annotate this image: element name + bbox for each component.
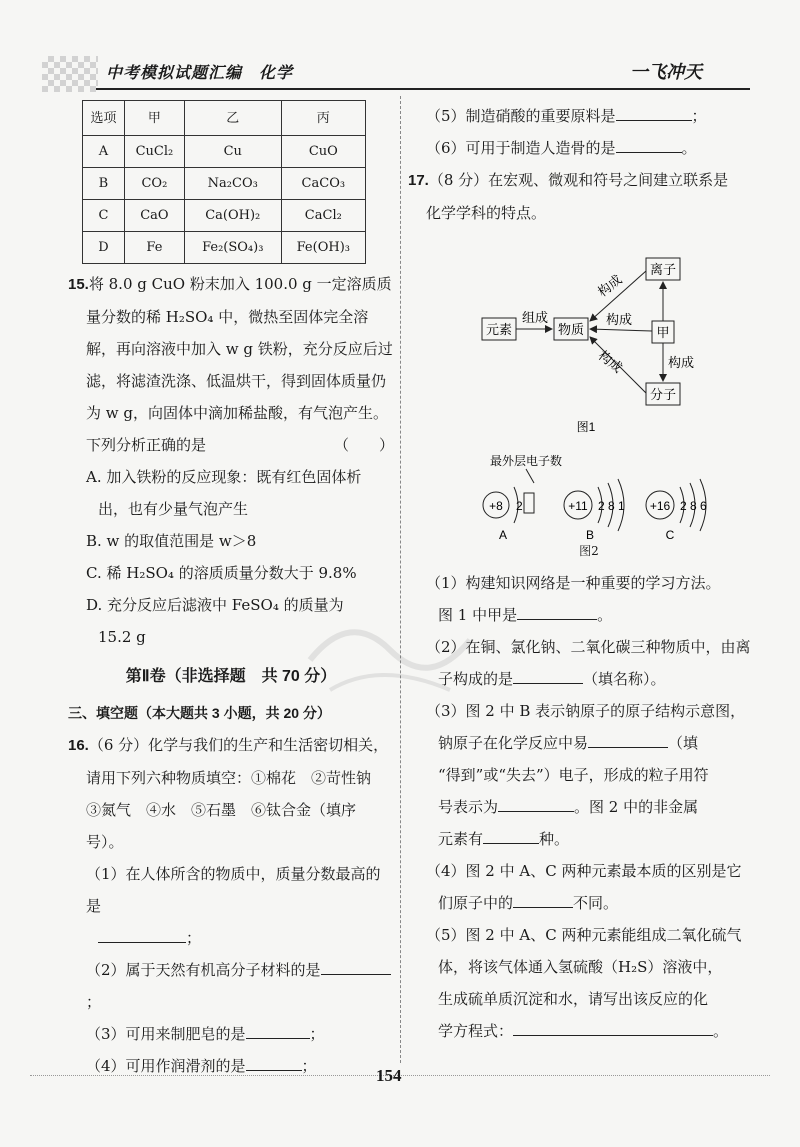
q15-option-d: D. 充分反应后滤液中 FeSO₄ 的质量为 xyxy=(86,596,344,614)
q16-item-3-text: （3）可用来制肥皂的是 xyxy=(86,1025,246,1043)
q16-period: 。 xyxy=(681,139,697,157)
page-header xyxy=(0,0,800,96)
answer-blank[interactable] xyxy=(98,924,186,943)
q15-number: 15. xyxy=(68,276,89,293)
q15-line: 滤，将滤渣洗涤、低温烘干，得到固体质量仍 xyxy=(86,372,387,390)
q16-item-4 xyxy=(68,1050,394,1082)
q17-text: 种。 xyxy=(539,830,570,848)
answer-blank[interactable] xyxy=(513,665,583,684)
answer-blank[interactable] xyxy=(246,1020,310,1039)
table-header-cell: 选项 xyxy=(83,101,125,136)
q17-item-5: （5）图 2 中 A、C 两种元素能组成二氧化硫气 xyxy=(426,926,742,944)
section-three-title: 三、填空题（本大题共 3 小题，共 20 分） xyxy=(68,705,331,721)
q16-text: （6 分）化学与我们的生产和生活密切相关， xyxy=(88,736,389,754)
table-cell: Fe₂(SO₄)₃ xyxy=(184,232,281,264)
right-column xyxy=(408,100,770,1047)
q17-item-1: （1）构建知识网络是一种重要的学习方法。 xyxy=(426,574,721,592)
q17-text: 们原子中的 xyxy=(438,894,514,912)
q15-option-b: B. w 的取值范围是 w＞8 xyxy=(86,532,257,550)
arrow-jia xyxy=(590,329,652,331)
q16-item-1: （1）在人体所含的物质中，质量分数最高的是 xyxy=(86,865,381,915)
q16-item-4-text: （4）可用作润滑剂的是 xyxy=(86,1057,246,1075)
page-number: 154 xyxy=(376,1066,402,1085)
q16-item-5-text: （5）制造硝酸的重要原料是 xyxy=(426,107,616,125)
box-jia xyxy=(652,321,674,343)
q17-item-5-line: 体，将该气体通入氢硫酸（H₂S）溶液中， xyxy=(438,958,723,976)
electron-label: 2 xyxy=(516,499,523,513)
q17-text: （8 分）在宏观、微观和符号之间建立联系是 xyxy=(428,171,729,189)
part-two-title: 第Ⅱ卷（非选择题 共 70 分） xyxy=(125,668,337,685)
box-molecule xyxy=(646,383,680,405)
atom-c xyxy=(646,479,707,542)
q16-line xyxy=(68,729,394,762)
label-pointer xyxy=(526,469,534,483)
q16-item-5 xyxy=(408,100,770,132)
box-substance xyxy=(554,318,588,340)
q15-option-d-cont: 15.2 g xyxy=(98,628,146,646)
header-checker-decoration xyxy=(42,56,98,92)
q16-semicolon: ； xyxy=(309,1025,325,1043)
q17-item-2-answer xyxy=(408,663,770,695)
figure2-caption: 图2 xyxy=(579,544,599,558)
q15-option-a: A. 加入铁粉的反应现象：既有红色固体析 xyxy=(86,468,362,486)
table-header-row xyxy=(83,101,366,136)
label-ion: 构成 xyxy=(594,271,625,300)
atom-tag: B xyxy=(585,528,595,542)
label-molecule: 构成 xyxy=(595,347,626,376)
q15-prompt: 下列分析正确的是 xyxy=(86,436,207,454)
q16-line: 号）。 xyxy=(86,833,124,851)
table-cell: Na₂CO₃ xyxy=(184,168,281,200)
table-header-cell: 甲 xyxy=(124,101,184,136)
table-cell: Cu xyxy=(184,136,281,168)
question-16 xyxy=(68,729,394,1082)
q17-period: 。 xyxy=(597,606,613,624)
box-substance-label: 物质 xyxy=(557,322,585,337)
atom-b xyxy=(564,479,625,542)
table-row xyxy=(83,200,366,232)
q16-semicolon: ； xyxy=(86,993,102,1011)
q15-line xyxy=(68,429,394,461)
q15-option-a-cont: 出，也有少量气泡产生 xyxy=(98,500,249,518)
question-17 xyxy=(408,164,770,1047)
answer-blank[interactable] xyxy=(498,793,574,812)
atom-tag: A xyxy=(498,528,508,542)
q15-line: 解，再向溶液中加入 w g 铁粉，充分反应后过 xyxy=(86,340,393,358)
q17-line: 化学学科的特点。 xyxy=(426,204,547,222)
q17-item-3-line xyxy=(408,727,770,759)
answer-blank[interactable] xyxy=(513,889,573,908)
label-jia-down: 构成 xyxy=(668,355,695,370)
table-cell: CO₂ xyxy=(124,168,184,200)
q17-item-5-line: 生成硫单质沉淀和水，请写出该反应的化 xyxy=(438,990,709,1008)
q16-item-2 xyxy=(68,954,394,1018)
table-cell: A xyxy=(83,136,125,168)
table-cell: Ca(OH)₂ xyxy=(184,200,281,232)
electron-label: 2 8 1 xyxy=(598,499,625,513)
q17-text: 元素有 xyxy=(438,830,484,848)
q17-item-3-line: “得到”或“失去”）电子，形成的粒子用符 xyxy=(438,766,709,784)
box-jia-label: 甲 xyxy=(656,325,670,340)
answer-blank[interactable] xyxy=(246,1052,302,1071)
q17-item-3-line xyxy=(408,791,770,823)
figure1-caption: 图1 xyxy=(576,420,596,434)
table-cell: Fe(OH)₃ xyxy=(281,232,365,264)
table-cell: CaCl₂ xyxy=(281,200,365,232)
q17-item-2: （2）在铜、氯化钠、二氧化碳三种物质中，由离 xyxy=(426,638,751,656)
q15-line xyxy=(68,268,394,301)
q16-semicolon: ； xyxy=(186,929,202,947)
q15-option-c: C. 稀 H₂SO₄ 的溶质质量分数大于 9.8% xyxy=(86,564,357,582)
answer-blank[interactable] xyxy=(483,825,539,844)
box-element-label: 元素 xyxy=(485,322,513,337)
q17-text: 号表示为 xyxy=(438,798,499,816)
q17-item-3-line xyxy=(408,823,770,855)
table-header-cell: 乙 xyxy=(184,101,281,136)
electron-label: 2 8 6 xyxy=(680,499,707,513)
label-jia: 构成 xyxy=(606,312,633,327)
header-title: 中考模拟试题汇编 化学 xyxy=(106,63,294,82)
q17-line xyxy=(408,164,770,197)
figures xyxy=(408,233,770,549)
q17-text: 不同。 xyxy=(573,894,619,912)
q17-item-4: （4）图 2 中 A、C 两种元素最本质的区别是它 xyxy=(426,862,742,880)
nucleus-label: +8 xyxy=(489,499,503,513)
label-compose: 组成 xyxy=(522,310,549,325)
table-cell: CaCO₃ xyxy=(281,168,365,200)
options-table xyxy=(82,100,366,264)
answer-blank[interactable] xyxy=(513,1017,713,1036)
header-brand: 一飞冲天 xyxy=(630,62,702,83)
nucleus-label: +11 xyxy=(568,499,588,513)
q17-item-5-line xyxy=(408,1015,770,1047)
answer-blank[interactable] xyxy=(517,601,597,620)
table-cell: CuO xyxy=(281,136,365,168)
q17-text: 钠原子在化学反应中易 xyxy=(438,734,589,752)
q16-item-6-text: （6）可用于制造人造骨的是 xyxy=(426,139,616,157)
table-cell: CaO xyxy=(124,200,184,232)
q17-text: 。图 2 中的非金属 xyxy=(574,798,699,816)
table-row xyxy=(83,232,366,264)
question-15 xyxy=(68,268,394,653)
left-column xyxy=(68,100,394,1082)
q17-item-1-answer xyxy=(408,599,770,631)
table-cell: CuCl₂ xyxy=(124,136,184,168)
header-rule xyxy=(96,88,750,90)
q17-text: 学方程式： xyxy=(438,1022,514,1040)
box-element xyxy=(482,318,516,340)
outer-electron-label: 最外层电子数 xyxy=(490,454,563,468)
q17-item-4-line xyxy=(408,887,770,919)
table-row xyxy=(83,168,366,200)
q17-text: 图 1 中甲是 xyxy=(438,606,518,624)
table-row xyxy=(83,136,366,168)
table-cell: D xyxy=(83,232,125,264)
q17-text: 子构成的是 xyxy=(438,670,514,688)
table-cell: Fe xyxy=(124,232,184,264)
q16-item-6 xyxy=(408,132,770,164)
q17-period: 。 xyxy=(713,1022,729,1040)
answer-blank[interactable] xyxy=(588,729,668,748)
answer-blank[interactable] xyxy=(616,134,682,153)
q16-number: 16. xyxy=(68,737,89,754)
q16-item-1-answer xyxy=(68,922,394,954)
box-ion-label: 离子 xyxy=(649,262,677,277)
q17-text: （填 xyxy=(668,734,699,752)
q15-line: 量分数的稀 H₂SO₄ 中，微热至固体完全溶 xyxy=(86,308,369,326)
column-divider xyxy=(400,96,401,1063)
box-ion xyxy=(646,258,680,280)
atom-tag: C xyxy=(665,528,675,542)
q17-item-3: （3）图 2 中 B 表示钠原子的原子结构示意图， xyxy=(426,702,746,720)
table-header-cell: 丙 xyxy=(281,101,365,136)
atom-a xyxy=(483,487,534,542)
table-cell: B xyxy=(83,168,125,200)
answer-blank[interactable] xyxy=(616,102,692,121)
q16-line: 请用下列六种物质填空：①棉花 ②苛性钠 xyxy=(86,769,372,787)
answer-blank[interactable] xyxy=(321,956,391,975)
q16-item-2-text: （2）属于天然有机高分子材料的是 xyxy=(86,961,321,979)
q16-semicolon: ； xyxy=(691,107,707,125)
answer-paren[interactable]: （ ） xyxy=(333,436,394,454)
nucleus-label: +16 xyxy=(649,499,671,513)
q17-text: （填名称）。 xyxy=(583,670,666,688)
q15-text: 将 8.0 g CuO 粉末加入 100.0 g 一定溶质质 xyxy=(88,275,392,293)
box-molecule-label: 分子 xyxy=(649,387,677,402)
q16-item-3 xyxy=(68,1018,394,1050)
q16-semicolon: ； xyxy=(301,1057,317,1075)
q15-line: 为 w g，向固体中滴加稀盐酸，有气泡产生。 xyxy=(86,404,388,422)
q17-number: 17. xyxy=(408,172,429,189)
q16-line: ③氮气 ④水 ⑤石墨 ⑥钛合金（填序 xyxy=(86,801,357,819)
table-cell: C xyxy=(83,200,125,232)
